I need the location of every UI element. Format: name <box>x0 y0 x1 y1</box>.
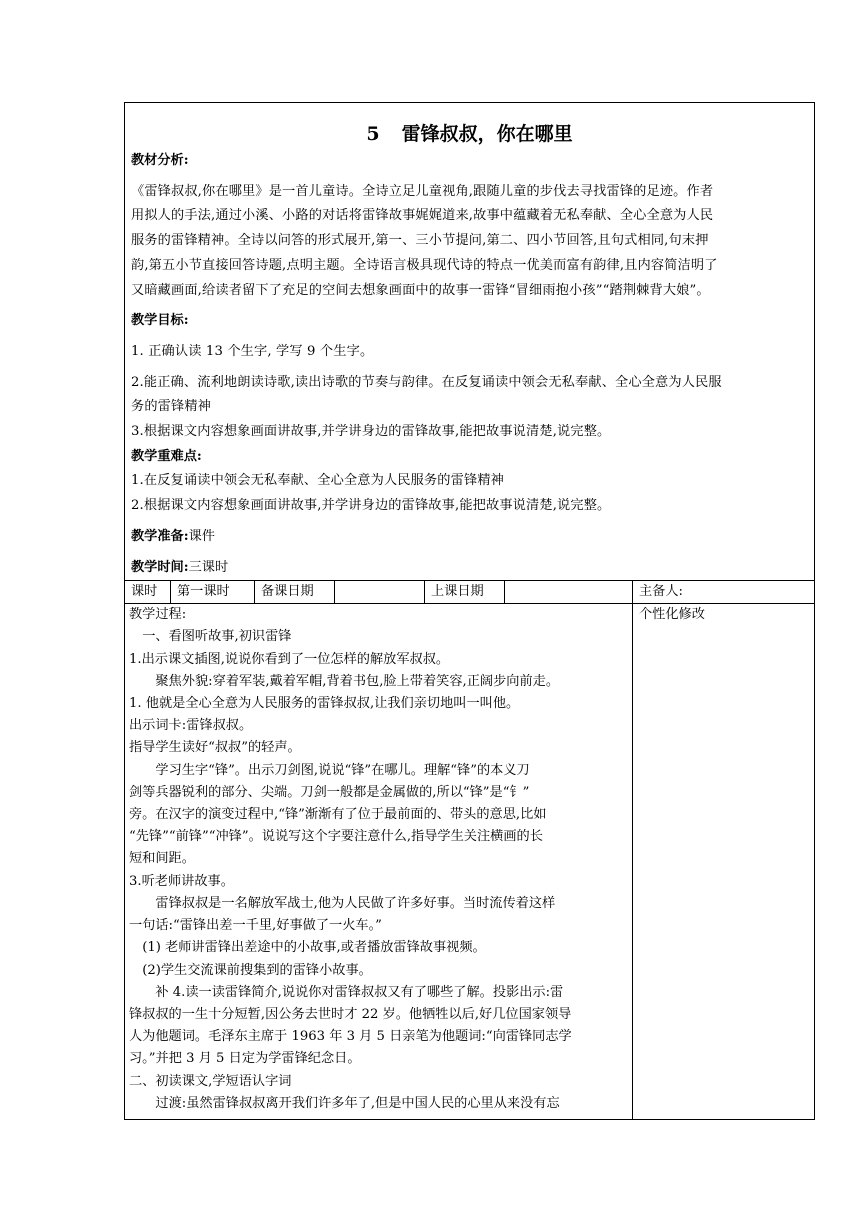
process-line: 1.出示课文插图,说说你看到了一位怎样的解放军叔叔。 <box>129 651 450 667</box>
process-line: 旁。在汉字的演变过程中,“锋”渐渐有了位于最前面的、带头的意思,比如 <box>129 807 547 823</box>
keypoint-line: 1.在反复诵读中领会无私奉献、全心全意为人民服务的雷锋精神 <box>131 473 504 489</box>
process-line: 习。”并把 3 月 5 日定为学雷锋纪念日。 <box>129 1051 361 1067</box>
time-row <box>131 556 808 581</box>
info-cell-period: 课时 <box>125 581 171 603</box>
process-line: 剑等兵器锐利的部分、尖端。刀剑一般都是金属做的,所以“锋”是“钅” <box>129 784 530 800</box>
time-value: 三课时 <box>188 559 229 575</box>
goal-line: 3.根据课文内容想象画面讲故事,并学讲身边的雷锋故事,能把故事说清楚,说完整。 <box>131 424 611 440</box>
process-line: 学习生字“锋”。出示刀剑图,说说“锋”在哪儿。理解“锋”的本义刀 <box>155 762 530 778</box>
keypoints-heading: 教学重难点: <box>131 448 202 464</box>
time-heading: 教学时间: <box>131 559 189 575</box>
analysis-section <box>125 149 814 580</box>
lesson-title: 雷锋叔叔，你在哪里 <box>401 123 573 145</box>
lesson-plan-table <box>124 102 815 1120</box>
info-cell-class-date-value <box>505 581 633 603</box>
info-cell-preparer: 主备人: <box>639 584 684 600</box>
page-title <box>125 103 814 149</box>
analysis-line: 服务的雷锋精神。全诗以问答的形式展开,第一、三小节提问,第二、四小节回答,且句式相同,句末押 <box>131 233 709 249</box>
process-line: 雷锋叔叔是一名解放军战士,他为人民做了许多好事。当时流传着这样 <box>155 895 556 911</box>
process-line: 一、看图听故事,初识雷锋 <box>142 629 292 645</box>
analysis-line: 《雷锋叔叔,你在哪里》是一首儿童诗。全诗立足儿童视角,跟随儿童的步伐去寻找雷锋的足迹。作者 <box>131 183 714 199</box>
teaching-process-cell <box>125 604 633 1119</box>
process-line: 二、初读课文,学短语认字词 <box>129 1073 292 1089</box>
process-line: (1) 老师讲雷锋出差途中的小故事,或者播放雷锋故事视频。 <box>142 940 486 956</box>
process-line: 一句话:“雷锋出差一千里,好事做了一火车。” <box>129 918 382 934</box>
process-line: 锋叔叔的一生十分短暂,因公务去世时才 22 岁。他牺牲以后,好几位国家领导 <box>129 1006 572 1022</box>
info-cell-first-period: 第一课时 <box>171 581 255 603</box>
analysis-line: 韵,第五小节直接回答诗题,点明主题。全诗语言极具现代诗的特点一优美而富有韵律,且内容简洁明了 <box>131 257 718 273</box>
process-line: 1. 他就是全心全意为人民服务的雷锋叔叔,让我们亲切地叫一叫他。 <box>129 696 520 712</box>
process-line: 聚焦外貌:穿着军装,戴着军帽,背着书包,脸上带着笑容,正阔步向前走。 <box>155 673 560 689</box>
lesson-info-row <box>125 580 814 603</box>
process-line: (2)学生交流课前搜集到的雷锋小故事。 <box>142 962 372 978</box>
process-line: 指导学生读好“叔叔”的轻声。 <box>129 740 301 756</box>
process-line: 过渡:虽然雷锋叔叔离开我们许多年了,但是中国人民的心里从来没有忘 <box>155 1095 560 1111</box>
process-line: 教学过程: <box>129 607 187 623</box>
process-line: 短和间距。 <box>129 851 195 867</box>
process-line: “先锋”“前锋”“冲锋”。说说写这个字要注意什么,指导学生关注横画的长 <box>129 829 543 845</box>
info-cell-prep-date-value <box>335 581 425 603</box>
analysis-heading: 教材分析: <box>131 153 189 168</box>
prep-heading: 教学准备: <box>131 528 189 544</box>
analysis-line: 用拟人的手法,通过小溪、小路的对话将雷锋故事娓娓道来,故事中蕴藏着无私奉献、全心全意为人民 <box>131 208 714 224</box>
goal-line: 2.能正确、流利地朗读诗歌,读出诗歌的节奏与韵律。在反复诵读中领会无私奉献、全心全意为人民服 <box>131 374 722 390</box>
teaching-process-row <box>125 603 814 1119</box>
info-cell-class-date: 上课日期 <box>425 581 505 603</box>
goals-heading: 教学目标: <box>131 313 189 329</box>
keypoint-line: 2.根据课文内容想象画面讲故事,并学讲身边的雷锋故事,能把故事说清楚,说完整。 <box>131 498 611 514</box>
process-line: 出示词卡:雷锋叔叔。 <box>129 718 253 734</box>
personalized-edit-heading: 个性化修改 <box>639 607 705 623</box>
process-line: 人为他题词。毛泽东主席于 1963 年 3 月 5 日亲笔为他题词:“向雷锋同志学 <box>129 1029 572 1045</box>
personalized-edit-cell <box>633 604 814 1119</box>
process-line: 3.听老师讲故事。 <box>129 873 234 889</box>
goal-line: 务的雷锋精神 <box>131 399 212 415</box>
prep-row <box>131 525 808 550</box>
lesson-number: 5 <box>366 123 380 145</box>
analysis-line: 又暗藏画面,给读者留下了充足的空间去想象画面中的故事一雷锋“冒细雨抱小孩”“踏荆棘背大娘”。 <box>131 282 710 298</box>
info-cell-prep-date: 备课日期 <box>255 581 335 603</box>
process-line: 补 4.读一读雷锋简介,说说你对雷锋叔叔又有了哪些了解。投影出示:雷 <box>155 984 564 1000</box>
goal-line: 1. 正确认读 13 个生字, 学写 9 个生字。 <box>131 343 374 359</box>
prep-value: 课件 <box>188 528 215 544</box>
